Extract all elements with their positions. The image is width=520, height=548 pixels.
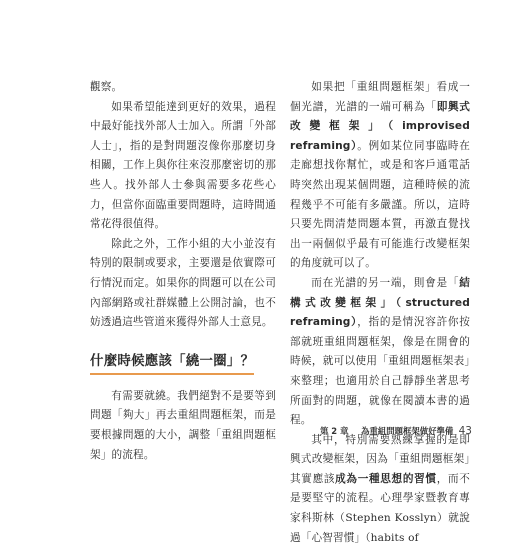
paragraph-continuation: 觀察。 bbox=[90, 81, 123, 93]
term-improvised-reframing: 即興式改變框架」（improvised reframing） bbox=[290, 100, 470, 152]
paragraph-team-size: 除此之外，工作小組的大小並沒有特別的限制或要求，主要還是依實際可行情況而定。如果你的問題可以在公司內部網路或社群媒體上公開討論，也不妨透過這些管道來獲得外部人士意見。 bbox=[90, 237, 276, 329]
paragraph-outside-people: 如果希望能達到更好的效果，過程中最好能找外部人士加入。所謂「外部人士」，指的是對問題沒像你那麼切身相關，工作上與你往來沒那麼密切的那些人。找外部人士參與需要多花些心力，但當你面臨重要問題時，這時間通常花得很值得。 bbox=[90, 100, 276, 231]
spacer bbox=[90, 333, 276, 352]
section-heading: 什麼時候應該「繞一圈」？ bbox=[90, 352, 254, 375]
text-run: 而在光譜的另一端，則會是「 bbox=[311, 276, 460, 289]
text-run: ，指的是情況容許你按部就班重組問題框架，像是在開會的時候，就可以使用「重組問題框架表」來整理；也適用於自己靜靜坐著思考所面對的問題，就像在閱讀本書的過程。 bbox=[290, 316, 471, 427]
term-habit-of-thought: 成為一種思想的習慣 bbox=[335, 472, 437, 485]
page-number: 43 bbox=[458, 425, 472, 437]
term-structured-reframing: 結構式改變框架」（structured reframing） bbox=[290, 276, 470, 329]
text-run: 如果把「重組問題框架」看成一個光譜，光譜的一端可稱為「 bbox=[290, 81, 470, 113]
left-column bbox=[90, 78, 276, 465]
paragraph-structured-reframing bbox=[290, 274, 470, 431]
text-run: ，而不是要堅守的流程。心理學家暨教育專家科斯林（Stephen Kosslyn）就說過「心智習慣」（habits of bbox=[290, 472, 470, 544]
text-run: 。例如某位同事臨時在走廊想找你幫忙，或是和客戶通電話時突然出現某個問題，這種時候的流程幾乎不可能有多嚴謹。所以，這時只要先問清楚問題本質，再激直覺找出一兩個似乎最有可能進行改變框架的角度就可以了。 bbox=[290, 139, 471, 270]
paragraph-habits-of-mind bbox=[290, 431, 470, 548]
paragraph-improvised-reframing bbox=[290, 78, 470, 274]
footer-chapter: 第 2 章 bbox=[320, 426, 349, 436]
right-column bbox=[290, 78, 470, 548]
page-footer bbox=[320, 423, 472, 439]
paragraph-when-to-loop: 有需要就繞。我們絕對不是要等到問題「夠大」再去重組問題框架，而是要根據問題的大小，調整「重組問題框架」的流程。 bbox=[90, 389, 276, 461]
footer-chapter-title: 為重組問題框架做好準備 bbox=[361, 426, 454, 436]
text-run: 其中，特別需要熟練掌握的是即興式改變框架，因為「重組問題框架」其實應該 bbox=[290, 433, 470, 485]
